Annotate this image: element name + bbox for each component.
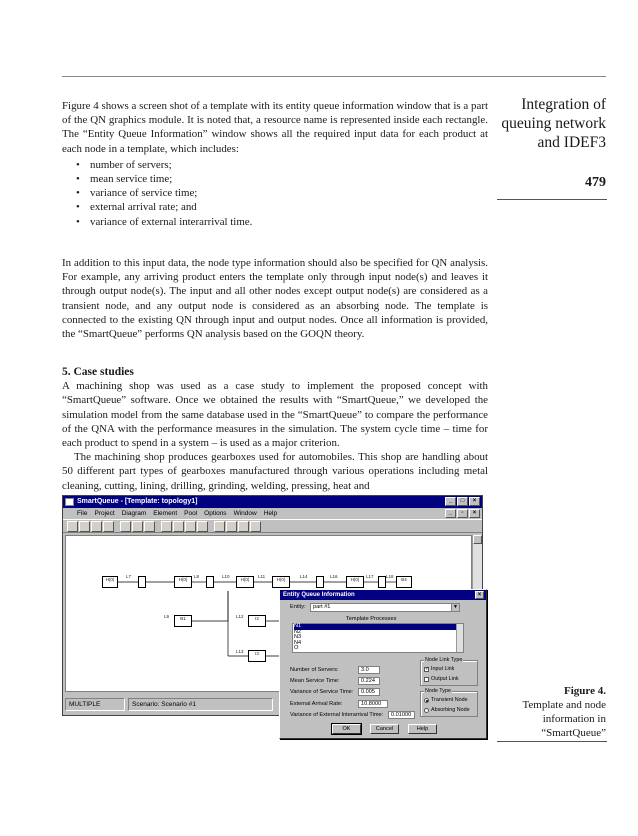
node[interactable]: I3 — [248, 650, 266, 662]
running-title-line: queuing network — [501, 115, 606, 132]
junction-node[interactable] — [316, 576, 324, 588]
menu-help[interactable]: Help — [263, 510, 278, 517]
list-item[interactable]: N1 — [294, 624, 463, 630]
figure-caption — [492, 684, 606, 740]
entity-select[interactable] — [310, 603, 460, 612]
minimize-icon[interactable]: _ — [445, 497, 456, 506]
running-title-line: and IDEF3 — [537, 134, 606, 151]
link-label: L12 — [236, 614, 244, 619]
node[interactable]: H(0) — [102, 576, 118, 588]
zoom-icon[interactable] — [173, 521, 184, 532]
group-title: Node Link Type — [425, 657, 463, 663]
caption-rule — [497, 741, 607, 742]
link-label: L14 — [300, 574, 308, 579]
menu-bar — [63, 508, 482, 519]
mean-service-field[interactable]: 0.224 — [358, 677, 380, 685]
paragraph: Figure 4 shows a screen shot of a template with its entity queue information window that is a part of the QN graphics module. It is noted that, a resource name is represented inside each rectangle. The “Entity Queue Information” window shows all the required input data for each product at each node in a template, which includes: — [62, 100, 488, 155]
list-item[interactable]: N2 — [294, 628, 302, 635]
child-close-icon[interactable]: × — [469, 509, 480, 518]
list-item[interactable]: N4 — [294, 639, 302, 646]
window-title: SmartQueue - [Template: topology1] — [77, 498, 198, 505]
servers-field[interactable]: 3.0 — [358, 666, 380, 674]
menu-diagram[interactable]: Diagram — [121, 510, 147, 517]
list-item[interactable]: O — [294, 645, 299, 652]
junction-node[interactable] — [206, 576, 214, 588]
paragraph: In addition to this input data, the node type information should also be specified for QN analysis. For example, any arriving product enters the template only through input node(s) and leaves it through output node(s). The input and all other nodes except output node(s) are considered as a transient node, and any output node is considered as an absorbing node. The template is connected to the existing QN through input and output nodes. Once all information is provided, the “SmartQueue” performs QN analysis based on the GOQN theory. — [62, 257, 488, 341]
body-block-2 — [62, 256, 488, 341]
checkbox-checked-icon[interactable]: ✓ — [425, 665, 430, 672]
field-label: Number of Servers: — [290, 667, 339, 673]
new-icon[interactable] — [67, 521, 78, 532]
link-label: L9 — [164, 614, 170, 619]
menu-pool[interactable]: Pool — [184, 510, 198, 517]
toolbar — [63, 519, 482, 533]
junction-node[interactable] — [378, 576, 386, 588]
transient-node-option[interactable] — [424, 697, 468, 703]
process-list[interactable] — [292, 623, 464, 653]
processes-label: Template Processes — [346, 616, 397, 622]
list-item: • mean service time; — [76, 172, 488, 186]
dialog-title: Entity Queue Information — [283, 592, 355, 598]
link-label: L18 — [386, 574, 394, 579]
list-item: • variance of external interarrival time. — [76, 215, 488, 229]
app-icon — [65, 498, 74, 506]
link-label: L17 — [366, 574, 374, 579]
node[interactable]: H(0) — [236, 576, 254, 588]
arrow-up-icon[interactable] — [214, 521, 225, 532]
field-label: Mean Service Time: — [290, 678, 340, 684]
entity-queue-dialog — [279, 589, 487, 739]
running-title — [476, 95, 606, 152]
caption-line: information in — [542, 713, 606, 725]
print-icon[interactable] — [103, 521, 114, 532]
page-number: 479 — [585, 175, 606, 190]
link-label: L7 — [126, 574, 132, 579]
absorbing-node-option[interactable] — [424, 707, 470, 713]
entity-select-value: part #1 — [313, 604, 331, 610]
menu-file[interactable]: File — [77, 510, 88, 517]
open-icon[interactable] — [79, 521, 90, 532]
link-label: L11 — [258, 574, 266, 579]
figure-label: Figure 4. — [564, 685, 606, 697]
save-icon[interactable] — [91, 521, 102, 532]
help-button[interactable]: Help — [408, 724, 437, 734]
option-label: Input Link — [431, 666, 455, 672]
top-rule — [62, 76, 606, 77]
link-tool-icon[interactable] — [132, 521, 143, 532]
link-label: L13 — [236, 649, 244, 654]
body-block-3 — [62, 365, 488, 493]
variance-service-field[interactable]: 0.005 — [358, 688, 380, 696]
menu-options[interactable]: Options — [204, 510, 227, 517]
status-mode: MULTIPLE — [65, 698, 125, 711]
junction-node[interactable] — [138, 576, 146, 588]
entity-label: Entity: — [290, 604, 306, 610]
output-link-option[interactable] — [424, 676, 459, 682]
node[interactable]: H(0) — [174, 576, 192, 588]
body-block-1 — [62, 99, 488, 231]
paragraph: A machining shop was used as a case study to implement the proposed concept with “SmartQueue” software. Once we obtained the results with “SmartQueue,” we developed the simulation model from the same database used in the “SmartQueue” to compare the performance of the QNA with the performance measures in the simulation. The system cycle time – time for each product to spend in a system – is used as a major criterion. — [62, 380, 488, 450]
list-item: • number of servers; — [76, 158, 488, 172]
caption-line: “SmartQueue” — [541, 727, 606, 739]
link-label: L10 — [222, 574, 230, 579]
side-rule — [497, 199, 607, 200]
field-label: Variance of External Interarrival Time: — [290, 712, 384, 718]
input-link-option[interactable] — [424, 666, 454, 672]
window-titlebar — [63, 496, 482, 508]
running-title-line: Integration of — [521, 96, 606, 113]
option-label: Transient Node — [431, 697, 468, 703]
pointer-icon[interactable] — [161, 521, 172, 532]
arrow-down-icon[interactable] — [226, 521, 237, 532]
node-tool-icon[interactable] — [120, 521, 131, 532]
child-minimize-icon[interactable]: _ — [445, 509, 456, 518]
menu-window[interactable]: Window — [233, 510, 257, 517]
list-item: • external arrival rate; and — [76, 200, 488, 214]
link-label: L8 — [194, 574, 200, 579]
search-icon[interactable] — [185, 521, 196, 532]
maximize-icon[interactable]: □ — [457, 497, 468, 506]
link-label: L16 — [330, 574, 338, 579]
run-icon[interactable] — [238, 521, 249, 532]
chevron-down-icon[interactable]: ▼ — [451, 604, 459, 611]
radio-icon[interactable] — [424, 708, 429, 713]
list-scrollbar[interactable] — [456, 624, 463, 652]
option-label: Output Link — [431, 676, 459, 682]
radio-selected-icon[interactable] — [424, 698, 429, 703]
node[interactable]: H(0) — [346, 576, 364, 588]
option-label: Absorbing Node — [431, 707, 470, 713]
group-title: Node Type — [425, 688, 451, 694]
scroll-up-icon[interactable] — [473, 535, 482, 544]
dialog-titlebar — [280, 590, 486, 600]
checkbox-icon[interactable] — [424, 677, 429, 682]
field-label: Variance of Service Time: — [290, 689, 354, 695]
child-restore-icon[interactable]: ▫ — [457, 509, 468, 518]
list-item: • variance of service time; — [76, 186, 488, 200]
menu-element[interactable]: Element — [153, 510, 178, 517]
node[interactable]: H(0) — [272, 576, 290, 588]
node-link-type-group — [420, 657, 478, 686]
menu-project[interactable]: Project — [94, 510, 115, 517]
ok-button[interactable]: OK — [332, 724, 361, 734]
node[interactable]: B4 — [396, 576, 412, 588]
template-tool-icon[interactable] — [144, 521, 155, 532]
report-icon[interactable] — [250, 521, 261, 532]
arrival-rate-field[interactable]: 10.8000 — [358, 700, 388, 708]
cancel-button[interactable]: Cancel — [370, 724, 399, 734]
paragraph: The machining shop produces gearboxes used for automobiles. This shop are handling about 50 different part types of gearboxes manufactured through various operations including metal cleaning, cutting, lining, drilling, grinding, welding, pressing, heat and — [62, 451, 488, 492]
node[interactable]: B1 — [174, 615, 192, 627]
interarrival-variance-field[interactable]: 0.01000 — [388, 711, 415, 719]
section-heading: 5. Case studies — [62, 366, 134, 378]
node[interactable]: I2 — [248, 615, 266, 627]
input-data-list — [62, 158, 488, 229]
close-icon[interactable]: × — [475, 591, 484, 599]
close-icon[interactable]: × — [469, 497, 480, 506]
field-label: External Arrival Rate: — [290, 701, 343, 707]
caption-line: Template and node — [522, 699, 606, 711]
node-type-group — [420, 688, 478, 717]
list-item[interactable]: N3 — [294, 634, 302, 641]
text-tool-icon[interactable] — [197, 521, 208, 532]
status-scenario: Scenario: Scenario #1 — [128, 698, 273, 711]
